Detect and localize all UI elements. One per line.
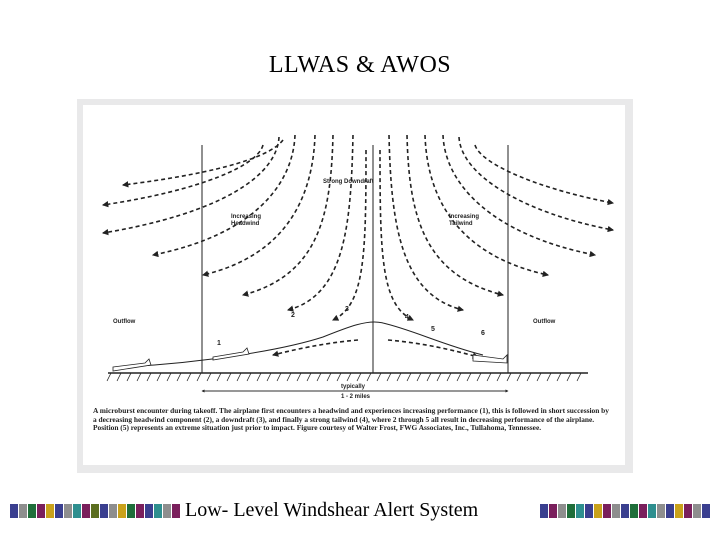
strip-block — [28, 504, 36, 518]
strip-block — [145, 504, 153, 518]
strip-block — [666, 504, 674, 518]
strip-block — [154, 504, 162, 518]
label-typically: typically — [341, 384, 366, 390]
strip-block — [64, 504, 72, 518]
strip-block — [576, 504, 584, 518]
label-headwind-2: Headwind — [231, 221, 260, 227]
strip-block — [657, 504, 665, 518]
strip-block — [693, 504, 701, 518]
strip-block — [73, 504, 81, 518]
figure-panel — [83, 105, 625, 465]
strip-block — [37, 504, 45, 518]
strip-block — [675, 504, 683, 518]
strip-block — [163, 504, 171, 518]
label-tailwind-2: Tailwind — [449, 221, 473, 227]
strip-block — [55, 504, 63, 518]
ground-hatching — [107, 373, 581, 381]
strip-block — [19, 504, 27, 518]
label-headwind-1: Increasing — [231, 214, 262, 220]
label-distance: 1 - 2 miles — [341, 394, 371, 400]
strip-block — [648, 504, 656, 518]
strip-block — [567, 504, 575, 518]
position-1: 1 — [217, 340, 221, 347]
strip-block — [46, 504, 54, 518]
label-strong-downdraft: Strong Downdraft — [323, 179, 374, 185]
airplane-icon — [473, 355, 507, 363]
strip-block — [82, 504, 90, 518]
strip-block — [639, 504, 647, 518]
airplane-icon — [113, 359, 151, 371]
figure-frame — [77, 99, 633, 473]
strip-block — [684, 504, 692, 518]
strip-block — [585, 504, 593, 518]
figure-caption: A microburst encounter during takeoff. The airplane first encounters a headwind and experiences increasing performance (1), this is followed in short succession by a decreasing headwind component (2), a downdraft (3), and finally a strong tailwind (4), where 2 through 5 all result in decreasing performance of the airplane. Position (5) represents an extreme situation just prior to impact. Figure courtesy of Walter Frost, FWG Associates, Inc., Tullahoma, Tennessee. — [93, 406, 609, 433]
footer-title: Low- Level Windshear Alert System — [185, 499, 479, 521]
microburst-diagram — [83, 105, 625, 405]
position-3: 3 — [345, 306, 349, 313]
label-outflow-left: Outflow — [113, 319, 136, 325]
label-outflow-right: Outflow — [533, 319, 556, 325]
strip-block — [558, 504, 566, 518]
decorative-strip-left — [10, 504, 181, 518]
position-2: 2 — [291, 312, 295, 319]
strip-block — [100, 504, 108, 518]
decorative-strip-right — [540, 504, 711, 518]
strip-block — [109, 504, 117, 518]
strip-block — [172, 504, 180, 518]
strip-block — [118, 504, 126, 518]
strip-block — [127, 504, 135, 518]
strip-block — [603, 504, 611, 518]
position-4: 4 — [405, 314, 409, 321]
strip-block — [540, 504, 548, 518]
strip-block — [136, 504, 144, 518]
strip-block — [91, 504, 99, 518]
label-tailwind-1: Increasing — [449, 214, 480, 220]
slide-title: LLWAS & AWOS — [268, 52, 452, 78]
strip-block — [549, 504, 557, 518]
airplane-icon — [213, 348, 249, 360]
position-5: 5 — [431, 326, 435, 333]
strip-block — [702, 504, 710, 518]
strip-block — [630, 504, 638, 518]
strip-block — [621, 504, 629, 518]
strip-block — [612, 504, 620, 518]
airplane-icons — [113, 348, 507, 371]
flight-path — [123, 322, 483, 367]
strip-block — [594, 504, 602, 518]
position-6: 6 — [481, 330, 485, 337]
strip-block — [10, 504, 18, 518]
